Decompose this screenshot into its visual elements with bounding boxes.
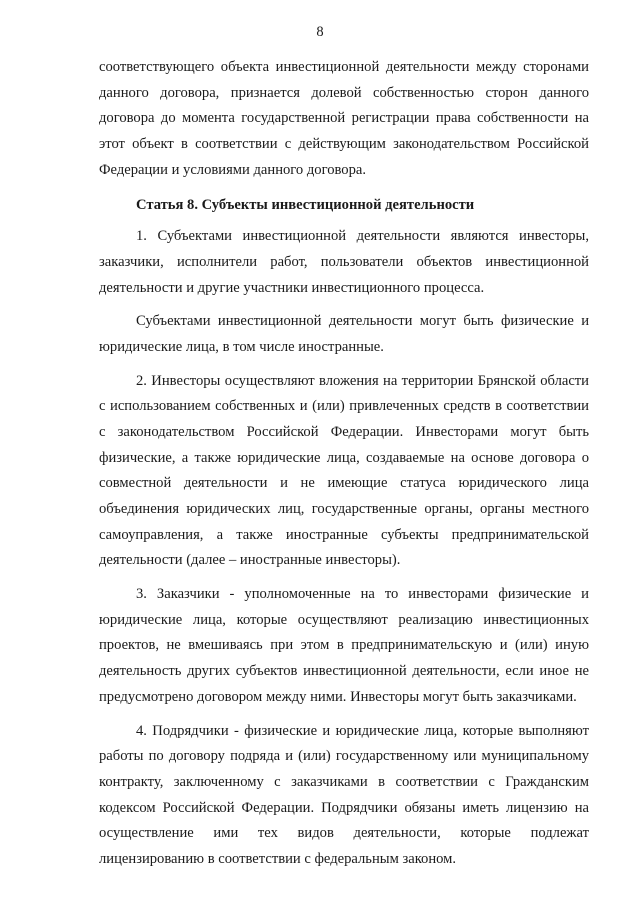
text-line: работы по договору подряда и (или) государственному или муниципальному [99, 748, 589, 765]
text-line: 4. Подрядчики - физические и юридические лица, которые выполняют [136, 722, 589, 739]
text-line: 3. Заказчики - уполномоченные на то инвесторами физические и [136, 586, 589, 603]
text-line: соответствующего объекта инвестиционной деятельности между сторонами [99, 59, 589, 75]
text-line: осуществление ими тех видов деятельности, которые подлежат [99, 825, 589, 842]
text-line: юридические лица, в том числе иностранные. [99, 338, 384, 355]
paragraph-2 [99, 369, 589, 575]
text-line: кодексом Российской Федерации. Подрядчики обязаны иметь лицензию на [99, 799, 589, 816]
text-line: данного договора, признается долевой собственностью сторон данного [99, 84, 589, 101]
intro-paragraph [99, 55, 589, 183]
article-heading: Статья 8. Субъекты инвестиционной деятельности [136, 197, 475, 214]
paragraph-3 [99, 582, 589, 710]
page-number: 8 [316, 24, 324, 40]
text-line: деятельности и другие участники инвестиционного процесса. [99, 279, 485, 296]
text-line: контракту, заключенному с заказчиками в соответствии с Гражданским [99, 773, 589, 790]
text-line: договора до момента государственной регистрации права собственности на [99, 110, 589, 127]
text-line: предусмотрено договором между ними. Инвесторы могут быть заказчиками. [99, 688, 577, 705]
text-line: лицензированию в соответствии с федеральным законом. [99, 850, 457, 867]
text-line: объединения юридических лиц, государственные органы, органы местного [99, 501, 589, 517]
text-line: проектов, не вмешиваясь при этом в предпринимательскую и (или) иную [99, 637, 589, 654]
text-line: совместной деятельности и не имеющие статуса юридического лица [99, 475, 589, 492]
text-line: физические, а также юридические лица, создаваемые на основе договора о [99, 449, 589, 466]
text-line: с использованием собственных и (или) привлеченных средств в соответствии [99, 398, 589, 415]
text-line: Федерации и условиями данного договора. [99, 161, 367, 178]
text-line: деятельности (далее – иностранные инвесторы). [99, 552, 401, 569]
paragraph-1 [99, 224, 589, 301]
text-line: Субъектами инвестиционной деятельности могут быть физические и [136, 313, 589, 330]
text-line: с законодательством Российской Федерации. Инвесторами могут быть [99, 423, 589, 440]
text-line: 1. Субъектами инвестиционной деятельности являются инвесторы, [136, 228, 589, 245]
text-line: юридические лица, которые осуществляют реализацию инвестиционных [99, 611, 589, 628]
text-line: этот объект в соответствии с действующим законодательством Российской [99, 136, 589, 153]
text-line: деятельность других субъектов инвестиционной деятельности, если иное не [99, 663, 589, 680]
text-line: заказчики, исполнители работ, пользователи объектов инвестиционной [99, 253, 589, 270]
text-line: самоуправления, а также иностранные субъекты предпринимательской [99, 526, 589, 543]
paragraph-1b [99, 309, 589, 360]
document-body [99, 55, 589, 873]
paragraph-4 [99, 719, 589, 873]
text-line: 2. Инвесторы осуществляют вложения на территории Брянской области [136, 372, 589, 389]
